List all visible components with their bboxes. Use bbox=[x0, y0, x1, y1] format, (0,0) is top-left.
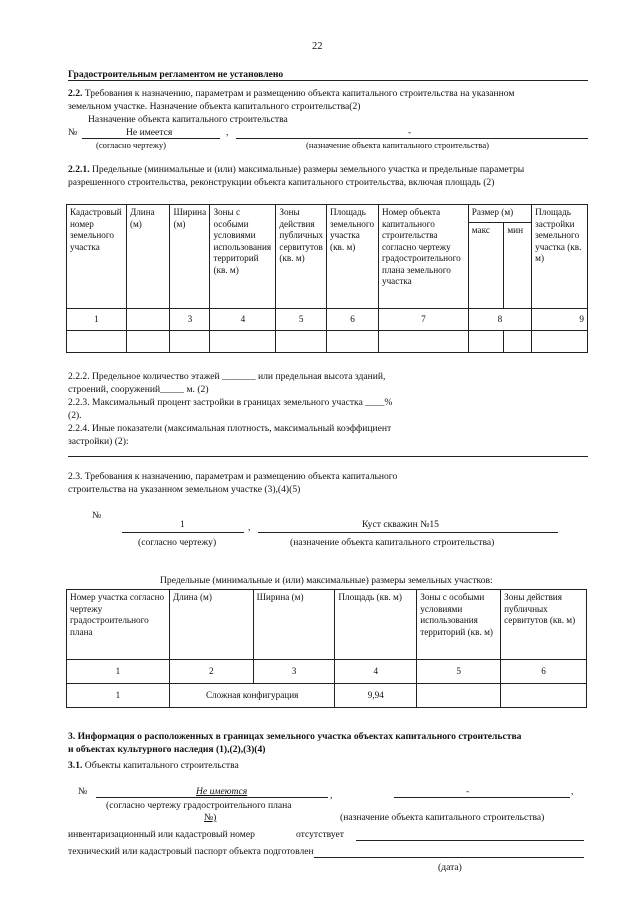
col-number: 3 bbox=[170, 309, 210, 331]
comma: , bbox=[248, 522, 251, 533]
th-zones: Зоны с особыми условиями использования территорий (кв. м) bbox=[417, 590, 501, 660]
underline bbox=[82, 138, 220, 139]
s224-line1: 2.2.4. Иные показатели (максимальная плотность, максимальный коэффициент bbox=[68, 423, 392, 434]
plots-table bbox=[66, 589, 587, 708]
s22-line2: земельном участке. Назначение объекта капитального строительства(2) bbox=[68, 101, 361, 112]
col-number: 3 bbox=[253, 660, 335, 684]
th-area: Площадь (кв. м) bbox=[335, 590, 417, 660]
th-length: Длина (м) bbox=[126, 205, 170, 309]
table-cell bbox=[67, 331, 127, 353]
underline bbox=[96, 797, 328, 798]
s31-line: 3.1. Объекты капитального строительства bbox=[68, 760, 239, 771]
th-cadastral: Кадастровый номер земельного участка bbox=[67, 205, 127, 309]
table-cell bbox=[378, 331, 468, 353]
caption-left: (согласно чертежу) bbox=[138, 537, 217, 548]
table-cell bbox=[276, 331, 327, 353]
dash: - bbox=[408, 127, 412, 138]
s22-line1: 2.2. Требования к назначению, параметрам и размещению объекта капитального строительства на указанном bbox=[68, 88, 515, 99]
s3-value: Не имеются bbox=[196, 786, 248, 797]
table-cell bbox=[170, 331, 210, 353]
tech-label: технический или кадастровый паспорт объекта подготовлен bbox=[68, 846, 314, 857]
col-number: 6 bbox=[327, 309, 379, 331]
col-number: 1 bbox=[67, 660, 170, 684]
s224-line2: застройки) (2): bbox=[68, 436, 129, 447]
s23-line1: 2.3. Требования к назначению, параметрам и размещению объекта капитального bbox=[68, 471, 398, 482]
th-size: Размер (м) bbox=[468, 205, 531, 223]
underline bbox=[258, 532, 558, 533]
col-number: 4 bbox=[210, 309, 276, 331]
caption-right: (назначение объекта капитального строительства) bbox=[306, 140, 490, 150]
table-cell bbox=[504, 331, 532, 353]
comma: , bbox=[330, 790, 333, 801]
dash: - bbox=[466, 786, 470, 797]
col-number: 2 bbox=[169, 660, 253, 684]
table-cell bbox=[126, 331, 170, 353]
th-object-number: Номер объекта капитального строительства согласно чертежу градостроительного плана земельного участка bbox=[378, 205, 468, 309]
row-shape: Сложная конфигурация bbox=[169, 684, 335, 708]
underline bbox=[394, 797, 570, 798]
table-title: Предельные (минимальные и (или) максимальные) размеры земельных участков: bbox=[160, 575, 493, 586]
s221-line1: 2.2.1. Предельные (минимальные и (или) максимальные) размеры земельного участка и предельные параметры bbox=[68, 164, 525, 175]
comma: , bbox=[226, 127, 229, 138]
caption-left: (согласно чертежу градостроительного плана bbox=[106, 800, 292, 811]
col-number: 9 bbox=[532, 309, 588, 331]
row-area: 9,94 bbox=[335, 684, 417, 708]
divider bbox=[68, 456, 588, 457]
th-length: Длина (м) bbox=[169, 590, 253, 660]
table-cell bbox=[210, 331, 276, 353]
th-area: Площадь земельного участка (кв. м) bbox=[327, 205, 379, 309]
s22-line3: Назначение объекта капитального строительства bbox=[88, 114, 288, 125]
section-heading: Градостроительным регламентом не установлено bbox=[68, 69, 284, 80]
no-label: № bbox=[92, 510, 102, 521]
table-cell bbox=[417, 684, 501, 708]
col-number: 6 bbox=[501, 660, 587, 684]
col-number: 5 bbox=[417, 660, 501, 684]
no-label: № bbox=[68, 127, 78, 138]
s222-line2: строений, сооружений_____ м. (2) bbox=[68, 384, 209, 395]
caption-left-2: №) bbox=[204, 812, 217, 823]
s23-value-left: 1 bbox=[180, 519, 185, 530]
th-max: макс bbox=[468, 223, 504, 309]
col-number: 8 bbox=[468, 309, 531, 331]
th-zones: Зоны с особыми условиями использования территорий (кв. м) bbox=[210, 205, 276, 309]
th-plot-number: Номер участка согласно чертежу градостроительного плана bbox=[67, 590, 170, 660]
inv-value: отсутствует bbox=[296, 829, 344, 840]
inv-label: инвентаризационный или кадастровый номер bbox=[68, 829, 255, 840]
underline bbox=[356, 840, 584, 841]
date-caption: (дата) bbox=[438, 862, 462, 873]
table-cell bbox=[532, 331, 588, 353]
s3-line2: и объектах культурного наследия (1),(2),(3)(4) bbox=[68, 744, 266, 755]
underline bbox=[236, 138, 588, 139]
underline bbox=[314, 857, 584, 858]
comma: , bbox=[571, 786, 574, 797]
divider bbox=[68, 80, 588, 81]
row-number: 1 bbox=[67, 684, 170, 708]
th-build-area: Площадь застройки земельного участка (кв. м) bbox=[532, 205, 588, 309]
th-servitudes: Зоны действия публичных сервитутов (кв. м) bbox=[501, 590, 587, 660]
s223-line1: 2.2.3. Максимальный процент застройки в границах земельного участка ____% bbox=[68, 397, 393, 408]
s23-value-right: Куст скважин №15 bbox=[362, 519, 439, 530]
params-table bbox=[66, 204, 588, 353]
th-width: Ширина (м) bbox=[170, 205, 210, 309]
col-number: 5 bbox=[276, 309, 327, 331]
col-number: 1 bbox=[67, 309, 127, 331]
s23-line2: строительства на указанном земельном участке (3),(4)(5) bbox=[68, 484, 301, 495]
table-cell bbox=[327, 331, 379, 353]
caption-right: (назначение объекта капитального строительства) bbox=[340, 812, 545, 823]
col-number: 7 bbox=[378, 309, 468, 331]
page-number: 22 bbox=[312, 41, 323, 52]
s22-value: Не имеется bbox=[126, 127, 173, 138]
col-number-empty bbox=[126, 309, 170, 331]
th-min: мин bbox=[504, 223, 532, 309]
col-number: 4 bbox=[335, 660, 417, 684]
s3-line1: 3. Информация о расположенных в границах земельного участка объектах капитального строительства bbox=[68, 731, 522, 742]
table-cell bbox=[501, 684, 587, 708]
caption-right: (назначение объекта капитального строительства) bbox=[290, 537, 495, 548]
underline bbox=[122, 532, 244, 533]
s222-line1: 2.2.2. Предельное количество этажей _______ или предельная высота зданий, bbox=[68, 371, 386, 382]
th-servitudes: Зоны действия публичных сервитутов (кв. м) bbox=[276, 205, 327, 309]
s223-line2: (2). bbox=[68, 410, 82, 421]
s221-line2: разрешенного строительства, реконструкции объекта капитального строительства, включая площадь (2) bbox=[68, 177, 495, 188]
no-label: № bbox=[78, 786, 88, 797]
caption-left: (согласно чертежу) bbox=[96, 140, 167, 150]
table-cell bbox=[468, 331, 504, 353]
th-width: Ширина (м) bbox=[253, 590, 335, 660]
